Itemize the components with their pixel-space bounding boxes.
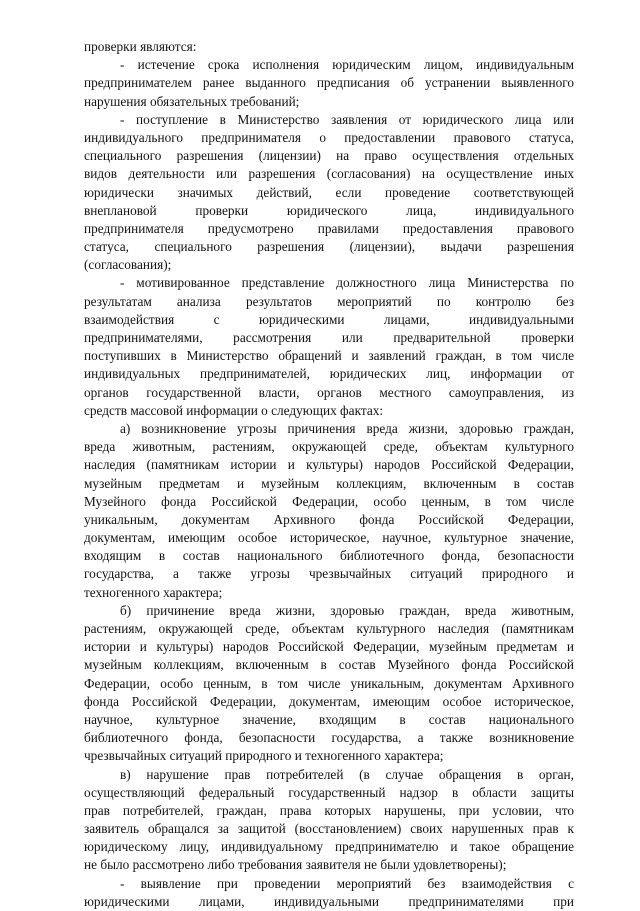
text-line: органов государственной власти, органов местного самоуправления, из xyxy=(84,384,574,400)
text-line: - поступление в Министерство заявления от юридического лица или xyxy=(120,111,574,127)
text-line: осуществляющий федеральный государственный надзор в области защиты xyxy=(84,784,574,800)
text-line: растениям, окружающей среде, объектам культурного наследия (памятникам xyxy=(84,621,574,636)
text-line: прав потребителей, граждан, права которых нарушены, при условии, что xyxy=(84,802,574,818)
text-line: видов деятельности или разрешения (согласования) на осуществление иных xyxy=(84,166,574,182)
text-line: (согласования); xyxy=(84,257,172,273)
text-line: документам, имеющим особое историческое, научное, культурное значение, xyxy=(84,530,574,546)
paragraph-p1 xyxy=(84,56,574,111)
text-line: юридическому лицу, индивидуальному предпринимателю и такое обращение xyxy=(84,839,574,855)
text-line: наследия (памятникам истории и культуры) народов Российской Федерации, xyxy=(84,457,574,473)
text-line: Музейного фонда Российской Федерации, особо ценным, в том числе xyxy=(84,493,574,509)
text-line: фонда Российской Федерации, документам, имеющим особое историческое, xyxy=(84,693,574,709)
text-line: в) нарушение прав потребителей (в случае обращения в орган, xyxy=(120,766,574,782)
text-line: б) причинение вреда жизни, здоровью граждан, вреда животным, xyxy=(120,602,574,618)
text-line: Федерации, особо ценным, в том числе уникальным, документам Архивного xyxy=(84,675,574,691)
paragraph-p4 xyxy=(84,420,574,602)
text-line: научное, культурное значение, входящим в состав национального xyxy=(84,711,574,727)
text-line: предпринимателями, рассмотрения или предварительной проверки xyxy=(84,330,574,345)
text-line: юридическими лицами, индивидуальными предпринимателями при xyxy=(84,893,574,909)
paragraph-p0 xyxy=(84,38,574,56)
text-line: уникальным, документам Архивного фонда Российской Федерации, xyxy=(84,511,574,527)
text-line: средств массовой информации о следующих фактах: xyxy=(84,402,384,418)
document-body xyxy=(84,38,574,911)
text-line: - истечение срока исполнения юридическим лицом, индивидуальным xyxy=(120,57,574,73)
text-line: техногенного характера; xyxy=(84,584,223,600)
text-line: поступивших в Министерство обращений и заявлений граждан, в том числе xyxy=(84,348,574,364)
text-line: чрезвычайных ситуаций природного и техногенного характера; xyxy=(84,748,444,764)
paragraph-p3 xyxy=(84,274,574,420)
text-line: взаимодействия с юридическими лицами, индивидуальными xyxy=(84,311,574,327)
text-line: индивидуальных предпринимателей, юридических лиц, информации от xyxy=(84,366,574,382)
text-line: а) возникновение угрозы причинения вреда жизни, здоровью граждан, xyxy=(120,420,574,436)
paragraph-p5 xyxy=(84,602,574,766)
text-line: государства, а также угрозы чрезвычайных ситуаций природного и xyxy=(84,566,574,582)
text-line: нарушения обязательных требований; xyxy=(84,93,300,109)
text-line: - выявление при проведении мероприятий без взаимодействия с xyxy=(120,875,574,891)
text-line: предпринимателя предусмотрено правилами предоставления правового xyxy=(84,220,574,236)
text-line: - мотивированное представление должностного лица Министерства по xyxy=(120,275,574,291)
text-line: статуса, специального разрешения (лицензии), выдачи разрешения xyxy=(84,239,574,255)
text-line: юридически значимых действий, если проведение соответствующей xyxy=(84,184,574,200)
text-line: проверки являются: xyxy=(84,39,197,54)
text-line: внеплановой проверки юридического лица, индивидуального xyxy=(84,202,574,218)
text-line: музейным коллекциям, включенным в состав Музейного фонда Российской xyxy=(84,657,574,673)
text-line: предпринимателем ранее выданного предписания об устранении выявленного xyxy=(84,75,574,91)
text-line: не было рассмотрено либо требования заявителя не были удовлетворены); xyxy=(84,857,507,873)
text-line: заявитель обращался за защитой (восстановлением) своих нарушенных прав к xyxy=(84,821,574,837)
text-line: входящим в состав национального библиотечного фонда, безопасности xyxy=(84,548,574,564)
text-line: специального разрешения (лицензии) на право осуществления отдельных xyxy=(84,148,574,164)
text-line: библиотечного фонда, безопасности государства, а также возникновение xyxy=(84,730,574,746)
paragraph-p2 xyxy=(84,111,574,275)
text-line: музейным предметам и музейным коллекциям, включенным в состав xyxy=(84,475,574,491)
text-line: результатам анализа результатов мероприятий по контролю без xyxy=(84,293,574,309)
paragraph-p7 xyxy=(84,875,574,911)
text-line: индивидуального предпринимателя о предоставлении правового статуса, xyxy=(84,129,574,145)
text-line: истории и культуры) народов Российской Федерации, музейным предметам и xyxy=(84,639,574,655)
paragraph-p6 xyxy=(84,766,574,875)
text-line: вреда животным, растениям, окружающей среде, объектам культурного xyxy=(84,439,574,455)
